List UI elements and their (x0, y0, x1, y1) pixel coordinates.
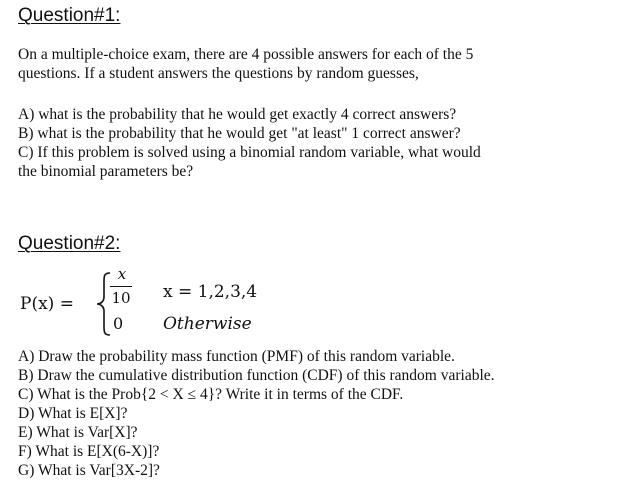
pmf-condition-1: x = 1,2,3,4 (163, 282, 258, 302)
pmf-condition-2: Otherwise (163, 314, 252, 334)
pmf-zero: 0 (113, 314, 124, 333)
question-2-part-g: G) What is Var[3X-2]? (18, 462, 160, 479)
question-1-intro-line-2: questions. If a student answers the questions by random guesses, (18, 65, 419, 82)
pmf-denominator: 10 (111, 289, 131, 307)
question-1-intro-line-1: On a multiple-choice exam, there are 4 possible answers for each of the 5 (18, 46, 474, 63)
question-2-parts (18, 347, 495, 480)
question-1-intro (18, 45, 473, 83)
question-2-part-d: D) What is E[X]? (18, 405, 128, 422)
question-1-part-a: A) what is the probability that he would get exactly 4 correct answers? (18, 106, 457, 123)
question-1-part-b: B) what is the probability that he would get "at least" 1 correct answer? (18, 125, 461, 142)
question-1-part-c: C) If this problem is solved using a binomial random variable, what would (18, 144, 481, 161)
question-1-heading: Question#1: (18, 5, 121, 26)
question-1-parts (18, 105, 481, 181)
question-2-heading: Question#2: (18, 233, 121, 254)
question-1-part-c-cont: the binomial parameters be? (18, 163, 194, 180)
pmf-fraction-bar (110, 286, 132, 287)
question-2-part-f: F) What is E[X(6-X)]? (18, 443, 160, 460)
question-2-part-b: B) Draw the cumulative distribution function (CDF) of this random variable. (18, 367, 495, 384)
pmf-numerator: x (117, 265, 127, 283)
question-2-part-a: A) Draw the probability mass function (PMF) of this random variable. (18, 348, 455, 365)
question-2-part-c: C) What is the Prob{2 < X ≤ 4}? Write it in terms of the CDF. (18, 386, 404, 403)
pmf-lhs: P(x) = (20, 294, 74, 314)
question-2-part-e: E) What is Var[X]? (18, 424, 138, 441)
